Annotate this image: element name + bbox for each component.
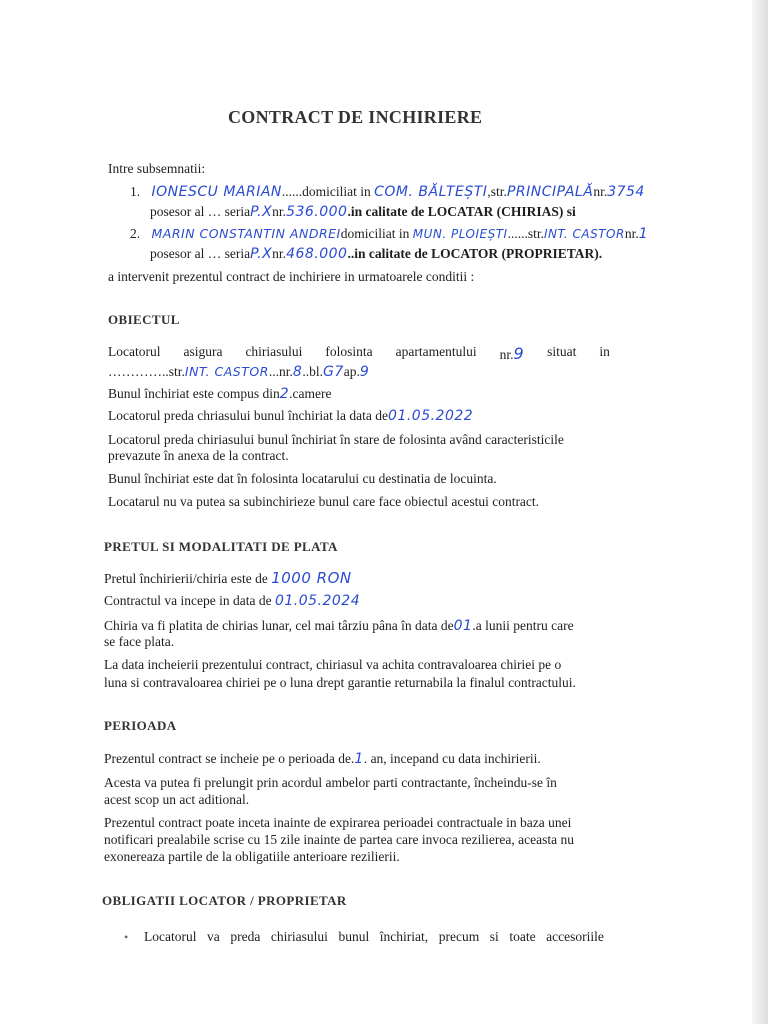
pret-line5: La data incheierii prezentului contract, chiriasul va achita contravaloarea chiriei pe o [104,657,562,672]
party1-line2 [150,204,576,220]
word: asigura [183,344,223,359]
word: nr. [499,347,514,362]
party1-posesor-label: posesor al … seria [150,204,251,219]
block-value: G7 [322,364,344,380]
party1-str-label: ,str. [487,184,507,199]
word: precum [438,929,480,944]
nr-label: ...nr. [268,364,293,379]
rooms-count: 2 [279,386,290,402]
intervenit-text: a intervenit prezentul contract de inchiriere in urmatoarele conditii : [108,269,475,284]
party1-number-value: 3754 [607,184,645,200]
section-heading-obiectul: OBIECTUL [108,312,180,327]
handover-date: 01.05.2022 [388,408,474,424]
pret-line2 [104,593,360,609]
obligatii-bullet1 [144,929,604,945]
obiectul-line8: Locatarul nu va putea sa subinchirieze bunul care face obiectul acestui contract. [108,494,540,509]
party1-line1 [130,184,645,200]
party2-id-number: 468.000 [286,246,348,262]
handover-label: Locatorul preda chriasului bunul închiriat la data de [108,408,389,423]
period-years: 1 [354,751,364,767]
perioada-line5: notificari prealabile scrise cu 15 zile inainte de partea care invoca rezilierea, aceasta nu [104,832,574,847]
party2-line2 [150,246,602,262]
party1-street: PRINCIPALĂ [506,184,594,200]
party2-domiciliat-label: domiciliat in [340,226,410,241]
word: Locatorul [108,344,161,359]
word: in [599,344,610,359]
section-heading-obligatii: OBLIGATII LOCATOR / PROPRIETAR [102,893,347,908]
party2-role: ..in calitate de LOCATOR (PROPRIETAR). [347,246,603,261]
pay-day: 01 [453,618,473,634]
party2-str-label: ......str. [507,226,544,241]
bl-label: ..bl. [302,364,323,379]
word: accesoriile [546,929,604,944]
party2-nr2-label: nr. [272,246,287,261]
pret-line1 [104,570,352,587]
word: Locatorul [144,929,197,944]
payday-label: Chiria va fi platita de chirias lunar, cel mai târziu pâna în data de [104,618,454,633]
party1-series: P.X [250,204,273,220]
word: chiriasului [270,929,328,944]
word: situat [547,344,577,359]
start-label: Contractul va incepe in data de [104,593,272,608]
section-heading-pret: PRETUL SI MODALITATI DE PLATA [104,539,338,554]
period-label: Prezentul contract se incheie pe o perioada de. [104,751,355,766]
word: bunul [338,929,370,944]
party1-number: 1. [130,184,141,199]
word: chiriasului [245,344,303,359]
rooms-label: Bunul închiriat este compus din [108,386,280,401]
party2-number: 2. [130,226,141,241]
word: si [489,929,499,944]
obiectul-line6: prevazute în anexa de la contract. [108,448,289,463]
contract-title: CONTRACT DE INCHIRIERE [228,107,483,127]
word: preda [230,929,261,944]
party1-nr2-label: nr. [272,204,287,219]
start-date: 01.05.2024 [274,593,361,609]
payday-suffix: .a lunii pentru care [472,618,574,633]
word: apartamentului [395,344,477,359]
party2-line1 [130,226,648,242]
obiectul-line4 [108,408,473,424]
obiectul-line3 [108,386,332,402]
perioada-line2: Acesta va putea fi prelungit prin acordul ambelor parti contractante, încheindu-se în [104,775,557,790]
obiectul-line1 [108,344,610,363]
pret-line6: luna si contravaloarea chiriei pe o luna drept garantie returnabila la finalul contractului. [104,675,576,690]
party2-street: INT. CASTOR [543,227,625,241]
building-number: 8 [292,364,303,380]
perioada-line6: exonereaza partile de la obligatiile anterioare rezilierii. [104,849,400,864]
price-value: 1000 RON [271,569,352,587]
ap-value: 9 [359,364,370,380]
word: închiriat, [379,929,429,944]
word: va [207,929,220,944]
perioada-line1 [104,751,541,767]
rooms-suffix: .camere [289,386,332,401]
word: toate [509,929,536,944]
party2-locality: MUN. PLOIEȘTI [412,227,508,241]
obiectul-line5: Locatorul preda chiriasului bunul închiriat în stare de folosinta având caracteristicile [108,432,564,447]
str-label: …………..str. [108,364,185,379]
party1-id-number: 536.000 [286,204,348,220]
party2-nr-label: nr. [624,226,639,241]
obiectul-line7: Bunul închiriat este dat în folosinta locatarului cu destinatia de locuinta. [108,471,497,486]
party2-number-value: 1 [638,226,649,242]
party2-series: P.X [250,246,273,262]
perioada-line3: acest scop un act aditional. [104,792,250,807]
apartment-street: INT. CASTOR [184,364,269,379]
bullet-icon: • [124,930,129,944]
price-label: Pretul închirierii/chiria este de [104,571,268,586]
perioada-line4: Prezentul contract poate inceta inainte de expirarea perioadei contractuale in baza unei [104,815,572,830]
party1-domiciliat-label: ......domiciliat in [281,184,371,199]
pret-line4: se face plata. [104,634,175,649]
party1-nr-label: nr. [593,184,608,199]
pret-line3 [104,618,574,634]
party1-locality: COM. BĂLTEȘTI [374,184,488,200]
party1-name: IONESCU MARIAN [151,184,282,200]
period-suffix: . an, incepand cu data inchirierii. [363,751,541,766]
ap-label: ap. [343,364,360,379]
page-edge-shadow [752,0,768,1024]
intro-text: Intre subsemnatii: [108,161,206,176]
party2-posesor-label: posesor al … seria [150,246,251,261]
party1-role: .in calitate de LOCATAR (CHIRIAS) si [347,204,576,219]
section-heading-perioada: PERIOADA [104,718,177,733]
party2-name: MARIN CONSTANTIN ANDREI [151,226,341,241]
apartment-number: 9 [513,344,525,363]
word: folosinta [325,344,373,359]
obiectul-line2 [108,364,369,380]
